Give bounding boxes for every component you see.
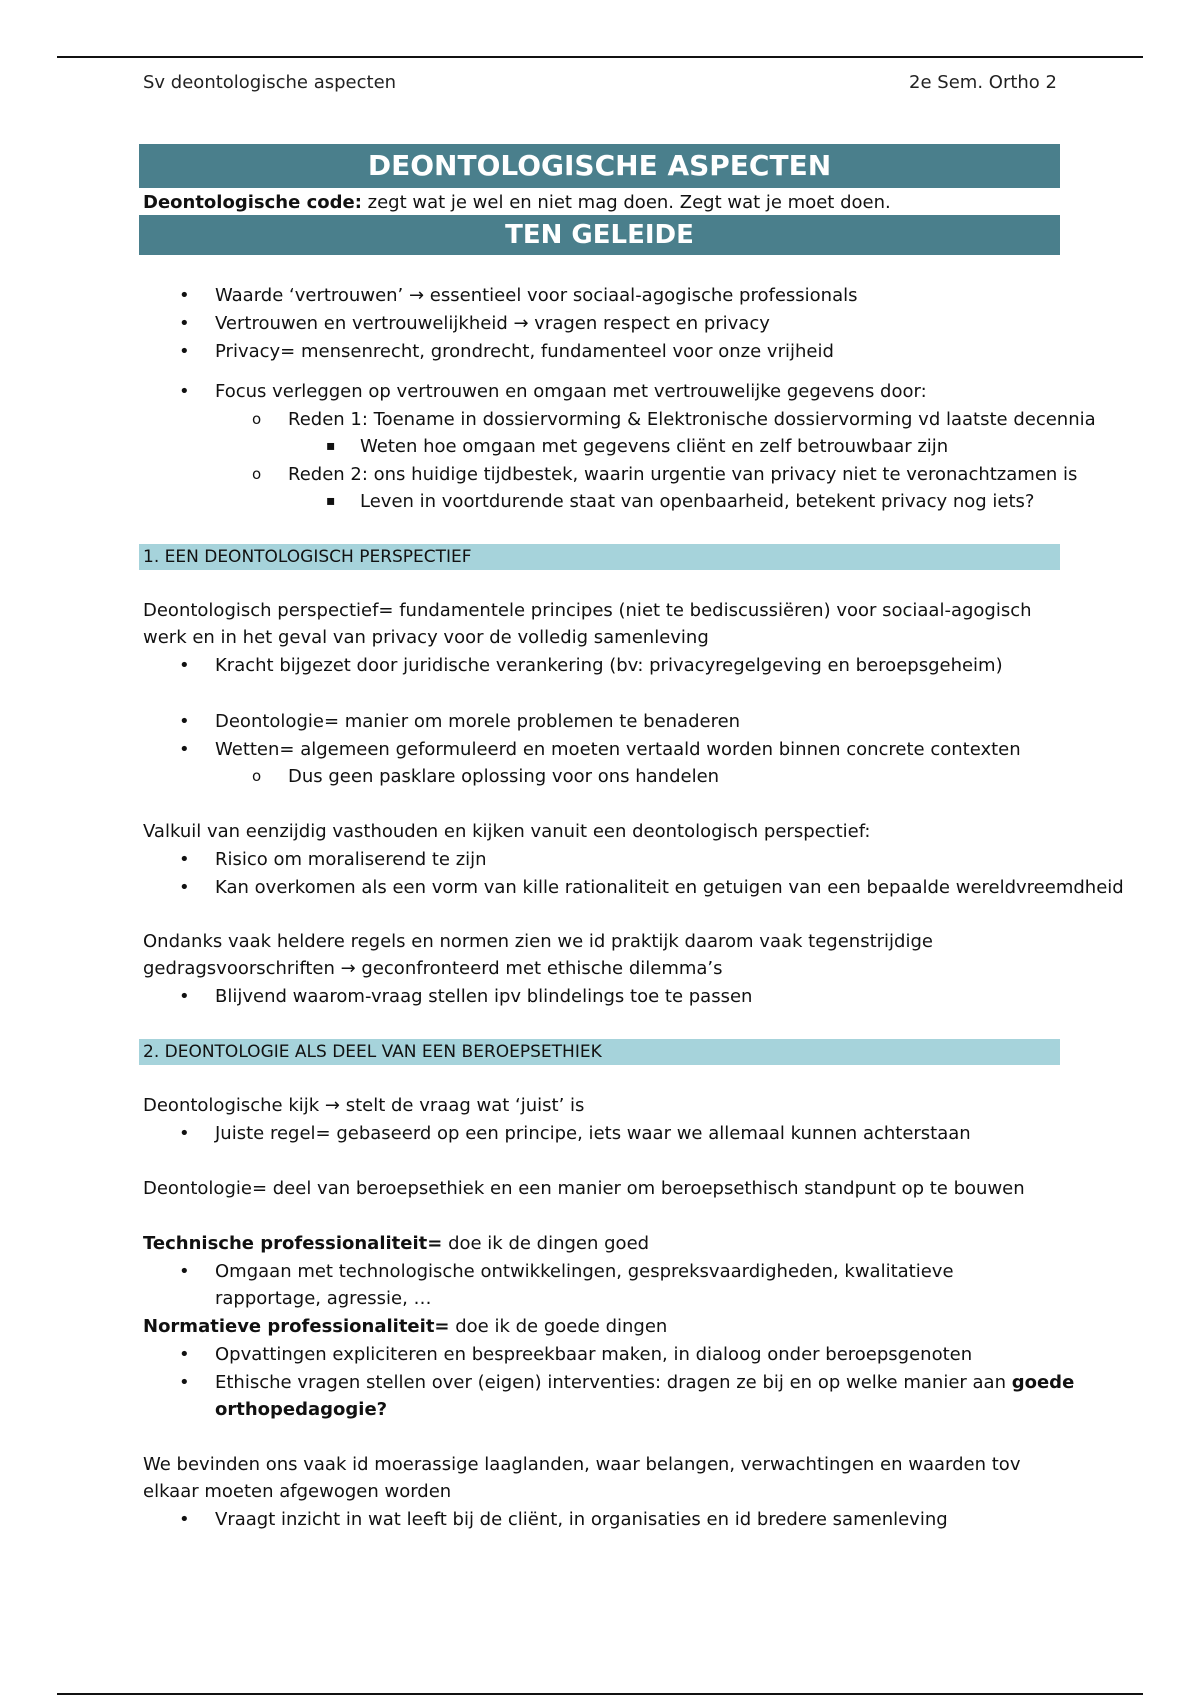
list-item-bold: goede: [1011, 1372, 1075, 1393]
list-item: • Wetten= algemeen geformuleerd en moeten vertaald worden binnen concrete contexten: [215, 736, 1021, 763]
paragraph: Valkuil van eenzijdig vasthouden en kijken vanuit een deontologisch perspectief:: [143, 821, 871, 842]
list-item: [215, 1369, 1074, 1396]
technical-term: Technische professionaliteit=: [143, 1233, 443, 1254]
paragraph: gedragsvoorschriften → geconfronteerd met ethische dilemma’s: [143, 958, 723, 979]
list-item-bold: orthopedagogie?: [215, 1399, 388, 1420]
list-item-continuation: [215, 1396, 387, 1423]
list-item: • Risico om moraliserend te zijn: [215, 846, 487, 873]
paragraph: Deontologie= deel van beroepsethiek en een manier om beroepsethisch standpunt op te bouwen: [143, 1178, 1025, 1199]
bottom-rule: [57, 1693, 1143, 1695]
page-title: DEONTOLOGISCHE ASPECTEN: [139, 144, 1060, 188]
list-item: o Reden 2: ons huidige tijdbestek, waarin urgentie van privacy niet te veronachtzamen is: [288, 461, 1077, 488]
list-item: • Vraagt inzicht in wat leeft bij de cliënt, in organisaties en id bredere samenleving: [215, 1506, 948, 1533]
paragraph: Deontologische kijk → stelt de vraag wat ‘juist’ is: [143, 1095, 585, 1116]
list-item: o Dus geen pasklare oplossing voor ons handelen: [288, 763, 719, 790]
list-item: o Reden 1: Toename in dossiervorming & Elektronische dossiervorming vd laatste decennia: [288, 406, 1096, 433]
list-item: • Blijvend waarom-vraag stellen ipv blindelings toe te passen: [215, 983, 752, 1010]
section-heading-1: 1. EEN DEONTOLOGISCH PERSPECTIEF: [139, 544, 1060, 570]
list-item: • Juiste regel= gebaseerd op een principe, iets waar we allemaal kunnen achterstaan: [215, 1120, 971, 1147]
list-item: • Vertrouwen en vertrouwelijkheid → vragen respect en privacy: [215, 310, 770, 337]
normative-term: Normatieve professionaliteit=: [143, 1316, 450, 1337]
list-item: • Kracht bijgezet door juridische verankering (bv: privacyregelgeving en beroepsgeheim): [215, 652, 1003, 679]
list-item: • Kan overkomen als een vorm van kille rationaliteit en getuigen van een bepaalde wereldvreemdheid: [215, 874, 1124, 901]
list-item: • Omgaan met technologische ontwikkelingen, gespreksvaardigheden, kwalitatieve: [215, 1258, 954, 1285]
list-item: • Privacy= mensenrecht, grondrecht, fundamenteel voor onze vrijheid: [215, 338, 834, 365]
paragraph: elkaar moeten afgewogen worden: [143, 1481, 452, 1502]
paragraph: Ondanks vaak heldere regels en normen zien we id praktijk daarom vaak tegenstrijdige: [143, 931, 933, 952]
paragraph: [143, 1313, 667, 1340]
list-item-continuation: rapportage, agressie, …: [215, 1288, 432, 1309]
paragraph: [143, 1230, 649, 1257]
definition-term: Deontologische code:: [143, 192, 362, 213]
list-item: • Focus verleggen op vertrouwen en omgaan met vertrouwelijke gegevens door:: [215, 378, 927, 405]
list-item: • Waarde ‘vertrouwen’ → essentieel voor sociaal-agogische professionals: [215, 282, 858, 309]
list-item: ▪ Weten hoe omgaan met gegevens cliënt en zelf betrouwbaar zijn: [360, 433, 948, 460]
paragraph: We bevinden ons vaak id moerassige laaglanden, waar belangen, verwachtingen en waarden tov: [143, 1454, 1021, 1475]
subtitle-banner: TEN GELEIDE: [139, 215, 1060, 255]
top-rule: [57, 56, 1143, 58]
technical-text: doe ik de dingen goed: [442, 1233, 650, 1254]
normative-text: doe ik de goede dingen: [449, 1316, 668, 1337]
list-item: ▪ Leven in voortdurende staat van openbaarheid, betekent privacy nog iets?: [360, 488, 1034, 515]
list-item: • Opvattingen expliciteren en bespreekbaar maken, in dialoog onder beroepsgenoten: [215, 1341, 972, 1368]
definition-line: [143, 189, 891, 216]
paragraph: Deontologisch perspectief= fundamentele principes (niet te bediscussiëren) voor sociaal-agogisch: [143, 600, 1032, 621]
section-heading-2: 2. DEONTOLOGIE ALS DEEL VAN EEN BEROEPSETHIEK: [139, 1039, 1060, 1065]
header-right: 2e Sem. Ortho 2: [909, 72, 1057, 93]
header-left: Sv deontologische aspecten: [143, 72, 397, 93]
list-item: • Deontologie= manier om morele problemen te benaderen: [215, 708, 740, 735]
list-item-text: Ethische vragen stellen over (eigen) interventies: dragen ze bij en op welke manier aan: [215, 1372, 1012, 1393]
definition-text: zegt wat je wel en niet mag doen. Zegt wat je moet doen.: [361, 192, 891, 213]
paragraph: werk en in het geval van privacy voor de volledig samenleving: [143, 627, 709, 648]
